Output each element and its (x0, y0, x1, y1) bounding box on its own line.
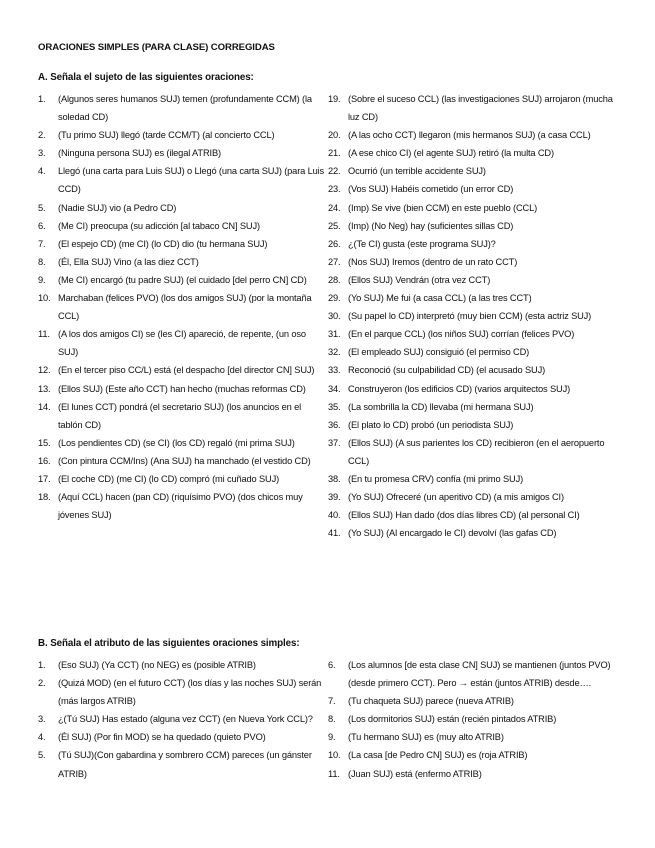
item-number: 34. (328, 383, 341, 394)
item-number: 6. (328, 660, 336, 670)
sentence-item (38, 470, 326, 488)
item-number: 29. (328, 293, 341, 304)
sentence-item (328, 307, 618, 325)
item-number: 9. (328, 732, 336, 743)
sentence-item (38, 452, 326, 470)
sentence-text: (En el tercer piso CC/L) está (el despacho [del director CN] SUJ) (58, 365, 315, 376)
sentence-item (328, 710, 618, 728)
sentence-item (328, 271, 618, 289)
item-number: 32. (328, 347, 341, 358)
sentence-text: (Tu chaqueta SUJ) parece (nueva ATRIB) (348, 696, 514, 707)
sentence-item (38, 199, 326, 217)
sentence-text: (Con pintura CCM/Ins) (Ana SUJ) ha manchado (el vestido CD) (58, 455, 311, 466)
sentence-item (328, 434, 618, 470)
sentence-text: (A ese chico CI) (el agente SUJ) retiró (la multa CD) (348, 148, 554, 159)
sentence-text: (El espejo CD) (me CI) (lo CD) dio (tu hermana SUJ) (58, 238, 268, 249)
sentence-item (38, 398, 326, 434)
sentence-text: (Los pendientes CD) (se CI) (los CD) regaló (mi prima SUJ) (58, 437, 295, 448)
sentence-item (38, 162, 326, 198)
document-title: ORACIONES SIMPLES (PARA CLASE) CORREGIDAS (38, 42, 275, 53)
sentence-text: (Él, Ella SUJ) Vino (a las diez CCT) (58, 256, 199, 267)
sentence-text: (La casa [de Pedro CN] SUJ) es (roja ATRIB) (348, 750, 528, 761)
sentence-item (38, 235, 326, 253)
sentence-item (328, 380, 618, 398)
item-number: 5. (38, 750, 46, 761)
sentence-text: (Ellos SUJ) Vendrán (otra vez CCT) (348, 274, 491, 285)
item-number: 22. (328, 166, 341, 177)
sentence-text: (Algunos seres humanos SUJ) temen (profundamente CCM) (la soledad CD) (58, 94, 312, 123)
sentence-item (328, 325, 618, 343)
item-number: 36. (328, 419, 341, 430)
sentence-text: (El plato lo CD) probó (un periodista SUJ) (348, 419, 514, 430)
item-number: 4. (38, 166, 46, 177)
item-number: 1. (38, 94, 46, 104)
item-number: 38. (328, 473, 341, 484)
item-number: 1. (38, 660, 46, 670)
item-number: 13. (38, 383, 51, 394)
sentence-text: (A las ocho CCT) llegaron (mis hermanos SUJ) (a casa CCL) (348, 130, 591, 141)
sentence-text: (En el parque CCL) (los niños SUJ) corrían (felices PVO) (348, 329, 575, 340)
sentence-text: (Juan SUJ) está (enfermo ATRIB) (348, 768, 482, 779)
item-number: 27. (328, 256, 341, 267)
sentence-text: ¿(Tú SUJ) Has estado (alguna vez CCT) (en Nueva York CCL)? (58, 714, 313, 725)
item-number: 30. (328, 311, 341, 322)
sentence-text: Marchaban (felices PVO) (los dos amigos SUJ) (por la montaña CCL) (58, 293, 312, 322)
sentence-text: (Sobre el suceso CCL) (las investigaciones SUJ) arrojaron (mucha luz CD) (348, 94, 613, 123)
sentence-item (328, 398, 618, 416)
item-number: 11. (328, 768, 340, 779)
item-number: 16. (38, 455, 51, 466)
sentence-item (328, 416, 618, 434)
sentence-item (328, 506, 618, 524)
item-number: 14. (38, 401, 51, 412)
sentence-text: (Tú SUJ)(Con gabardina y sombrero CCM) pareces (un gánster ATRIB) (58, 750, 312, 779)
item-number: 2. (38, 678, 46, 689)
sentence-text: (El coche CD) (me CI) (lo CD) compró (mi cuñado SUJ) (58, 473, 280, 484)
item-number: 24. (328, 202, 341, 213)
sentence-item (38, 144, 326, 162)
sentence-text: (En tu promesa CRV) confía (mi primo SUJ) (348, 473, 524, 484)
sentence-item (38, 253, 326, 271)
item-number: 5. (38, 202, 46, 213)
sentence-text: (Ellos SUJ) (Este año CCT) han hecho (muchas reformas CD) (58, 383, 306, 394)
item-number: 17. (38, 473, 51, 484)
sentence-text: (Imp) (No Neg) hay (suficientes sillas CD) (348, 220, 514, 231)
sentence-text: (Me CI) encargó (tu padre SUJ) (el cuidado [del perro CN] CD) (58, 274, 307, 285)
item-number: 25. (328, 220, 341, 231)
sentence-text: (Ellos SUJ) Han dado (dos días libres CD) (al personal CI) (348, 510, 580, 521)
sentence-item (328, 765, 618, 783)
sentence-text: (Yo SUJ) Ofreceré (un aperitivo CD) (a mis amigos CI) (348, 492, 564, 503)
item-number: 20. (328, 130, 341, 141)
item-number: 37. (328, 437, 341, 448)
sentence-item (328, 728, 618, 746)
item-number: 35. (328, 401, 341, 412)
sentence-item (38, 434, 326, 452)
sentence-item (328, 656, 618, 692)
sentence-text: (Ninguna persona SUJ) es (ilegal ATRIB) (58, 148, 221, 159)
sentence-text: (Los dormitorios SUJ) están (recién pintados ATRIB) (348, 714, 557, 725)
sentence-text: (Yo SUJ) (Al encargado le CI) devolví (las gafas CD) (348, 528, 557, 539)
sentence-item (38, 289, 326, 325)
sentence-text: (El lunes CCT) pondrá (el secretario SUJ) (los anuncios en el tablón CD) (58, 401, 302, 430)
section-a-heading: A. Señala el sujeto de las siguientes oraciones: (38, 72, 254, 83)
sentence-item (38, 746, 326, 782)
sentence-item (38, 90, 326, 126)
sentence-item (38, 217, 326, 235)
sentence-text: (Tu primo SUJ) llegó (tarde CCM/T) (al concierto CCL) (58, 130, 275, 141)
sentence-text: Llegó (una carta para Luis SUJ) o Llegó (una carta SUJ) (para Luis CCD) (58, 166, 325, 195)
sentence-text: ¿(Te CI) gusta (este programa SUJ)? (348, 238, 496, 249)
item-number: 12. (38, 365, 51, 376)
sentence-text: (Su papel lo CD) interpretó (muy bien CCM) (esta actriz SUJ) (348, 311, 592, 322)
sentence-text: (Nos SUJ) Iremos (dentro de un rato CCT) (348, 256, 518, 267)
sentence-text: (Nadie SUJ) vio (a Pedro CD) (58, 202, 177, 213)
sentence-item (328, 488, 618, 506)
sentence-item (328, 144, 618, 162)
sentence-item (328, 235, 618, 253)
item-number: 8. (328, 714, 336, 725)
sentence-item (328, 470, 618, 488)
sentence-item (328, 343, 618, 361)
section-a-left-column (38, 90, 326, 524)
sentence-item (38, 710, 326, 728)
sentence-text: (Eso SUJ) (Ya CCT) (no NEG) es (posible ATRIB) (58, 660, 256, 670)
sentence-item (328, 126, 618, 144)
sentence-item (328, 361, 618, 379)
item-number: 33. (328, 365, 341, 376)
sentence-item (38, 656, 326, 674)
sentence-item (38, 126, 326, 144)
sentence-item (38, 361, 326, 379)
sentence-item (328, 180, 618, 198)
item-number: 9. (38, 274, 46, 285)
section-a-right-column (328, 90, 618, 542)
sentence-text: Reconoció (su culpabilidad CD) (el acusado SUJ) (348, 365, 546, 376)
item-number: 7. (328, 696, 336, 707)
item-number: 39. (328, 492, 341, 503)
sentence-item (38, 674, 326, 710)
sentence-item (38, 488, 326, 524)
sentence-text: (Tu hermano SUJ) es (muy alto ATRIB) (348, 732, 504, 743)
sentence-item (328, 746, 618, 764)
sentence-text: (A los dos amigos CI) se (les CI) apareció, de repente, (un oso SUJ) (58, 329, 306, 358)
sentence-text: (Ellos SUJ) (A sus parientes los CD) recibieron (en el aeropuerto CCL) (348, 437, 605, 466)
section-b-left-column (38, 656, 326, 783)
sentence-item (38, 728, 326, 746)
sentence-text: (Aquí CCL) hacen (pan CD) (riquísimo PVO) (dos chicos muy jóvenes SUJ) (58, 492, 303, 521)
item-number: 10. (328, 750, 341, 761)
sentence-text: (Me CI) preocupa (su adicción [al tabaco CN] SUJ) (58, 220, 260, 231)
item-number: 19. (328, 94, 341, 104)
item-number: 21. (328, 148, 341, 159)
sentence-item (38, 380, 326, 398)
sentence-item (328, 90, 618, 126)
section-b-right-column (328, 656, 618, 783)
sentence-item (328, 289, 618, 307)
item-number: 4. (38, 732, 46, 743)
sentence-text: (Imp) Se vive (bien CCM) en este pueblo (CCL) (348, 202, 538, 213)
sentence-item (328, 217, 618, 235)
sentence-text: (El empleado SUJ) consiguió (el permiso CD) (348, 347, 530, 358)
item-number: 7. (38, 238, 46, 249)
item-number: 23. (328, 184, 341, 195)
item-number: 18. (38, 492, 51, 503)
item-number: 41. (328, 528, 341, 539)
sentence-item (38, 325, 326, 361)
item-number: 15. (38, 437, 51, 448)
sentence-item (328, 524, 618, 542)
sentence-item (328, 253, 618, 271)
item-number: 6. (38, 220, 46, 231)
sentence-item (328, 692, 618, 710)
sentence-text: (Quizá MOD) (en el futuro CCT) (los días y las noches SUJ) serán (más largos ATRIB) (58, 678, 322, 707)
sentence-text: (Los alumnos [de esta clase CN] SUJ) se mantienen (juntos PVO) (desde primero CCT). Pero → están (juntos ATRIB) desde…. (348, 660, 611, 689)
sentence-text: (Yo SUJ) Me fui (a casa CCL) (a las tres CCT) (348, 293, 532, 304)
item-number: 8. (38, 256, 46, 267)
sentence-text: (Vos SUJ) Habéis cometido (un error CD) (348, 184, 514, 195)
item-number: 3. (38, 714, 46, 725)
sentence-item (328, 162, 618, 180)
item-number: 11. (38, 329, 50, 340)
item-number: 2. (38, 130, 46, 141)
sentence-item (38, 271, 326, 289)
section-b-heading: B. Señala el atributo de las siguientes oraciones simples: (38, 638, 300, 649)
sentence-text: (Él SUJ) (Por fin MOD) se ha quedado (quieto PVO) (58, 732, 266, 743)
item-number: 3. (38, 148, 46, 159)
sentence-text: Construyeron (los edificios CD) (varios arquitectos SUJ) (348, 383, 571, 394)
item-number: 10. (38, 293, 51, 304)
sentence-item (328, 199, 618, 217)
item-number: 31. (328, 329, 341, 340)
item-number: 40. (328, 510, 341, 521)
sentence-text: Ocurrió (un terrible accidente SUJ) (348, 166, 486, 177)
item-number: 26. (328, 238, 341, 249)
sentence-text: (La sombrilla la CD) llevaba (mi hermana SUJ) (348, 401, 534, 412)
item-number: 28. (328, 274, 341, 285)
